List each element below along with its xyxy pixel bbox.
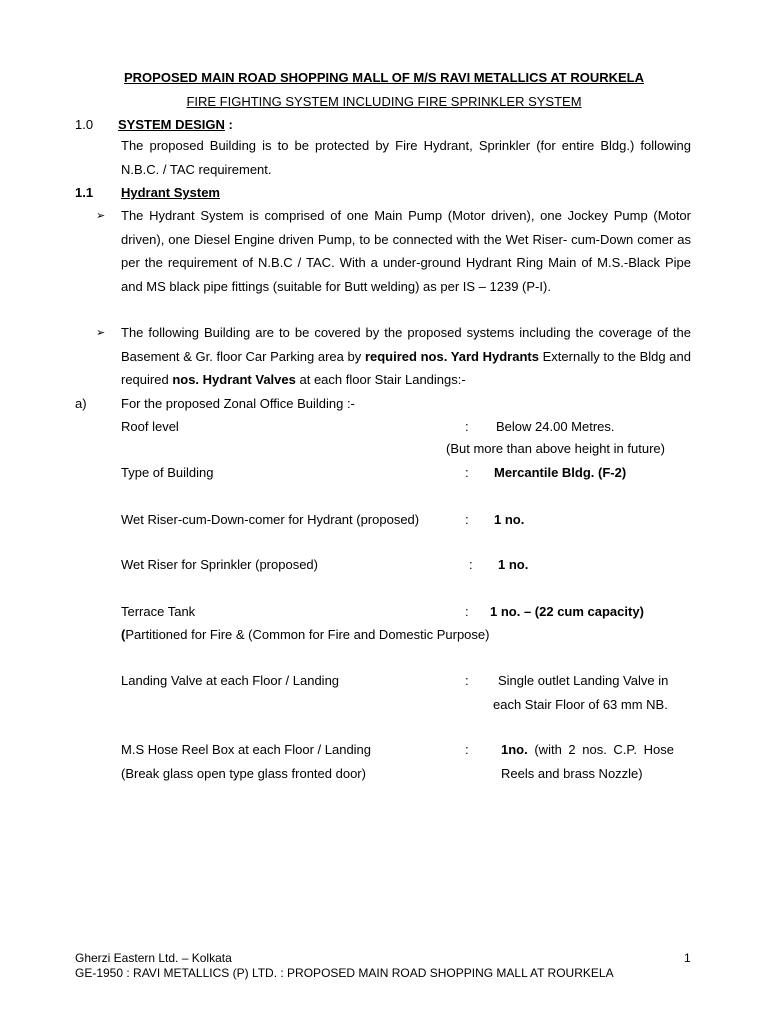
section-heading	[118, 117, 233, 132]
subsection-heading: Hydrant System	[121, 185, 220, 200]
document-subtitle: FIRE FIGHTING SYSTEM INCLUDING FIRE SPRINKLER SYSTEM	[186, 94, 582, 109]
hose-reel-count: 1no.	[501, 742, 528, 757]
row-colon: :	[465, 673, 469, 688]
terrace-tank-value: 1 no. – (22 cum capacity)	[490, 604, 644, 619]
section-intro: The proposed Building is to be protected by Fire Hydrant, Sprinkler (for entire Bldg.) following N.B.C. / TAC requirement.	[121, 138, 691, 177]
riser-hydrant-label: Wet Riser-cum-Down-comer for Hydrant (proposed)	[121, 512, 420, 527]
section-heading-text: SYSTEM DESIGN	[118, 117, 225, 132]
hydrant-bullet-1: The Hydrant System is comprised of one Main Pump (Motor driven), one Jockey Pump (Motor driven), one Diesel Engine driven Pump, to be connected with the Wet Riser- cum-Down comer as per the requirement of N.B.C / TAC. With a under-ground Hydrant Ring Main of M.S.-Black Pipe and MS black pipe fittings (suitable for Butt welding) as per IS – 1239 (P-I).	[121, 208, 691, 294]
footer-project: GE-1950 : RAVI METALLICS (P) LTD. : PROPOSED MAIN ROAD SHOPPING MALL AT ROURKELA	[75, 966, 614, 980]
tank-note-paren: (	[121, 627, 126, 642]
terrace-tank-note	[121, 627, 489, 642]
bullet2-text-2: Externally to the Bldg and required	[121, 348, 691, 387]
hose-reel-label-1: M.S Hose Reel Box at each Floor / Landing	[121, 742, 372, 757]
bullet2-bold-2: nos. Hydrant Valves	[172, 372, 296, 387]
roof-level-note: (But more than above height in future)	[446, 441, 665, 456]
landing-valve-label: Landing Valve at each Floor / Landing	[121, 673, 340, 688]
riser-hydrant-value: 1 no.	[494, 512, 525, 527]
row-colon: :	[465, 742, 469, 757]
landing-valve-value-2: each Stair Floor of 63 mm NB.	[493, 697, 668, 712]
terrace-tank-label: Terrace Tank	[121, 604, 196, 619]
building-type-value: Mercantile Bldg. (F-2)	[494, 465, 627, 480]
roof-level-value: Below 24.00 Metres.	[496, 419, 615, 434]
footer-company: Gherzi Eastern Ltd. – Kolkata	[75, 951, 232, 965]
document-title: PROPOSED MAIN ROAD SHOPPING MALL OF M/S RAVI METALLICS AT ROURKELA	[123, 70, 644, 85]
hydrant-bullet-2	[121, 321, 691, 392]
row-colon: :	[465, 419, 469, 434]
row-colon: :	[465, 604, 469, 619]
bullet-arrow-icon: ➢	[96, 210, 106, 222]
bullet2-text-3: at each floor Stair Landings:-	[295, 372, 466, 387]
tank-note-text: Partitioned for Fire & (Common for Fire and Domestic Purpose)	[125, 627, 490, 642]
building-type-label: Type of Building	[121, 465, 214, 480]
section-number: 1.0	[75, 117, 94, 132]
section-heading-suffix: :	[224, 117, 233, 132]
riser-sprinkler-label: Wet Riser for Sprinkler (proposed)	[121, 557, 318, 572]
row-colon: :	[469, 557, 473, 572]
riser-sprinkler-value: 1 no.	[498, 557, 529, 572]
bullet-arrow-icon: ➢	[96, 327, 106, 339]
bullet2-bold-1: required nos. Yard Hydrants	[364, 348, 539, 364]
hose-reel-detail: (with 2 nos. C.P. Hose	[527, 742, 674, 757]
row-colon: :	[465, 465, 469, 480]
subsection-number: 1.1	[75, 185, 94, 200]
hose-reel-value-1	[501, 742, 674, 757]
landing-valve-value-1: Single outlet Landing Valve in	[498, 673, 669, 688]
roof-level-label: Roof level	[121, 419, 179, 434]
item-text: For the proposed Zonal Office Building :-	[121, 396, 355, 411]
item-marker: a)	[75, 396, 87, 411]
hose-reel-value-2: Reels and brass Nozzle)	[501, 766, 643, 781]
row-colon: :	[465, 512, 469, 527]
hose-reel-label-2: (Break glass open type glass fronted door)	[121, 766, 366, 781]
bullet2-text-1: The following Building are to be covered by the proposed systems including the coverage of the Basement & Gr. floor Car Parking area by	[121, 325, 691, 364]
page-number: 1	[684, 951, 691, 965]
